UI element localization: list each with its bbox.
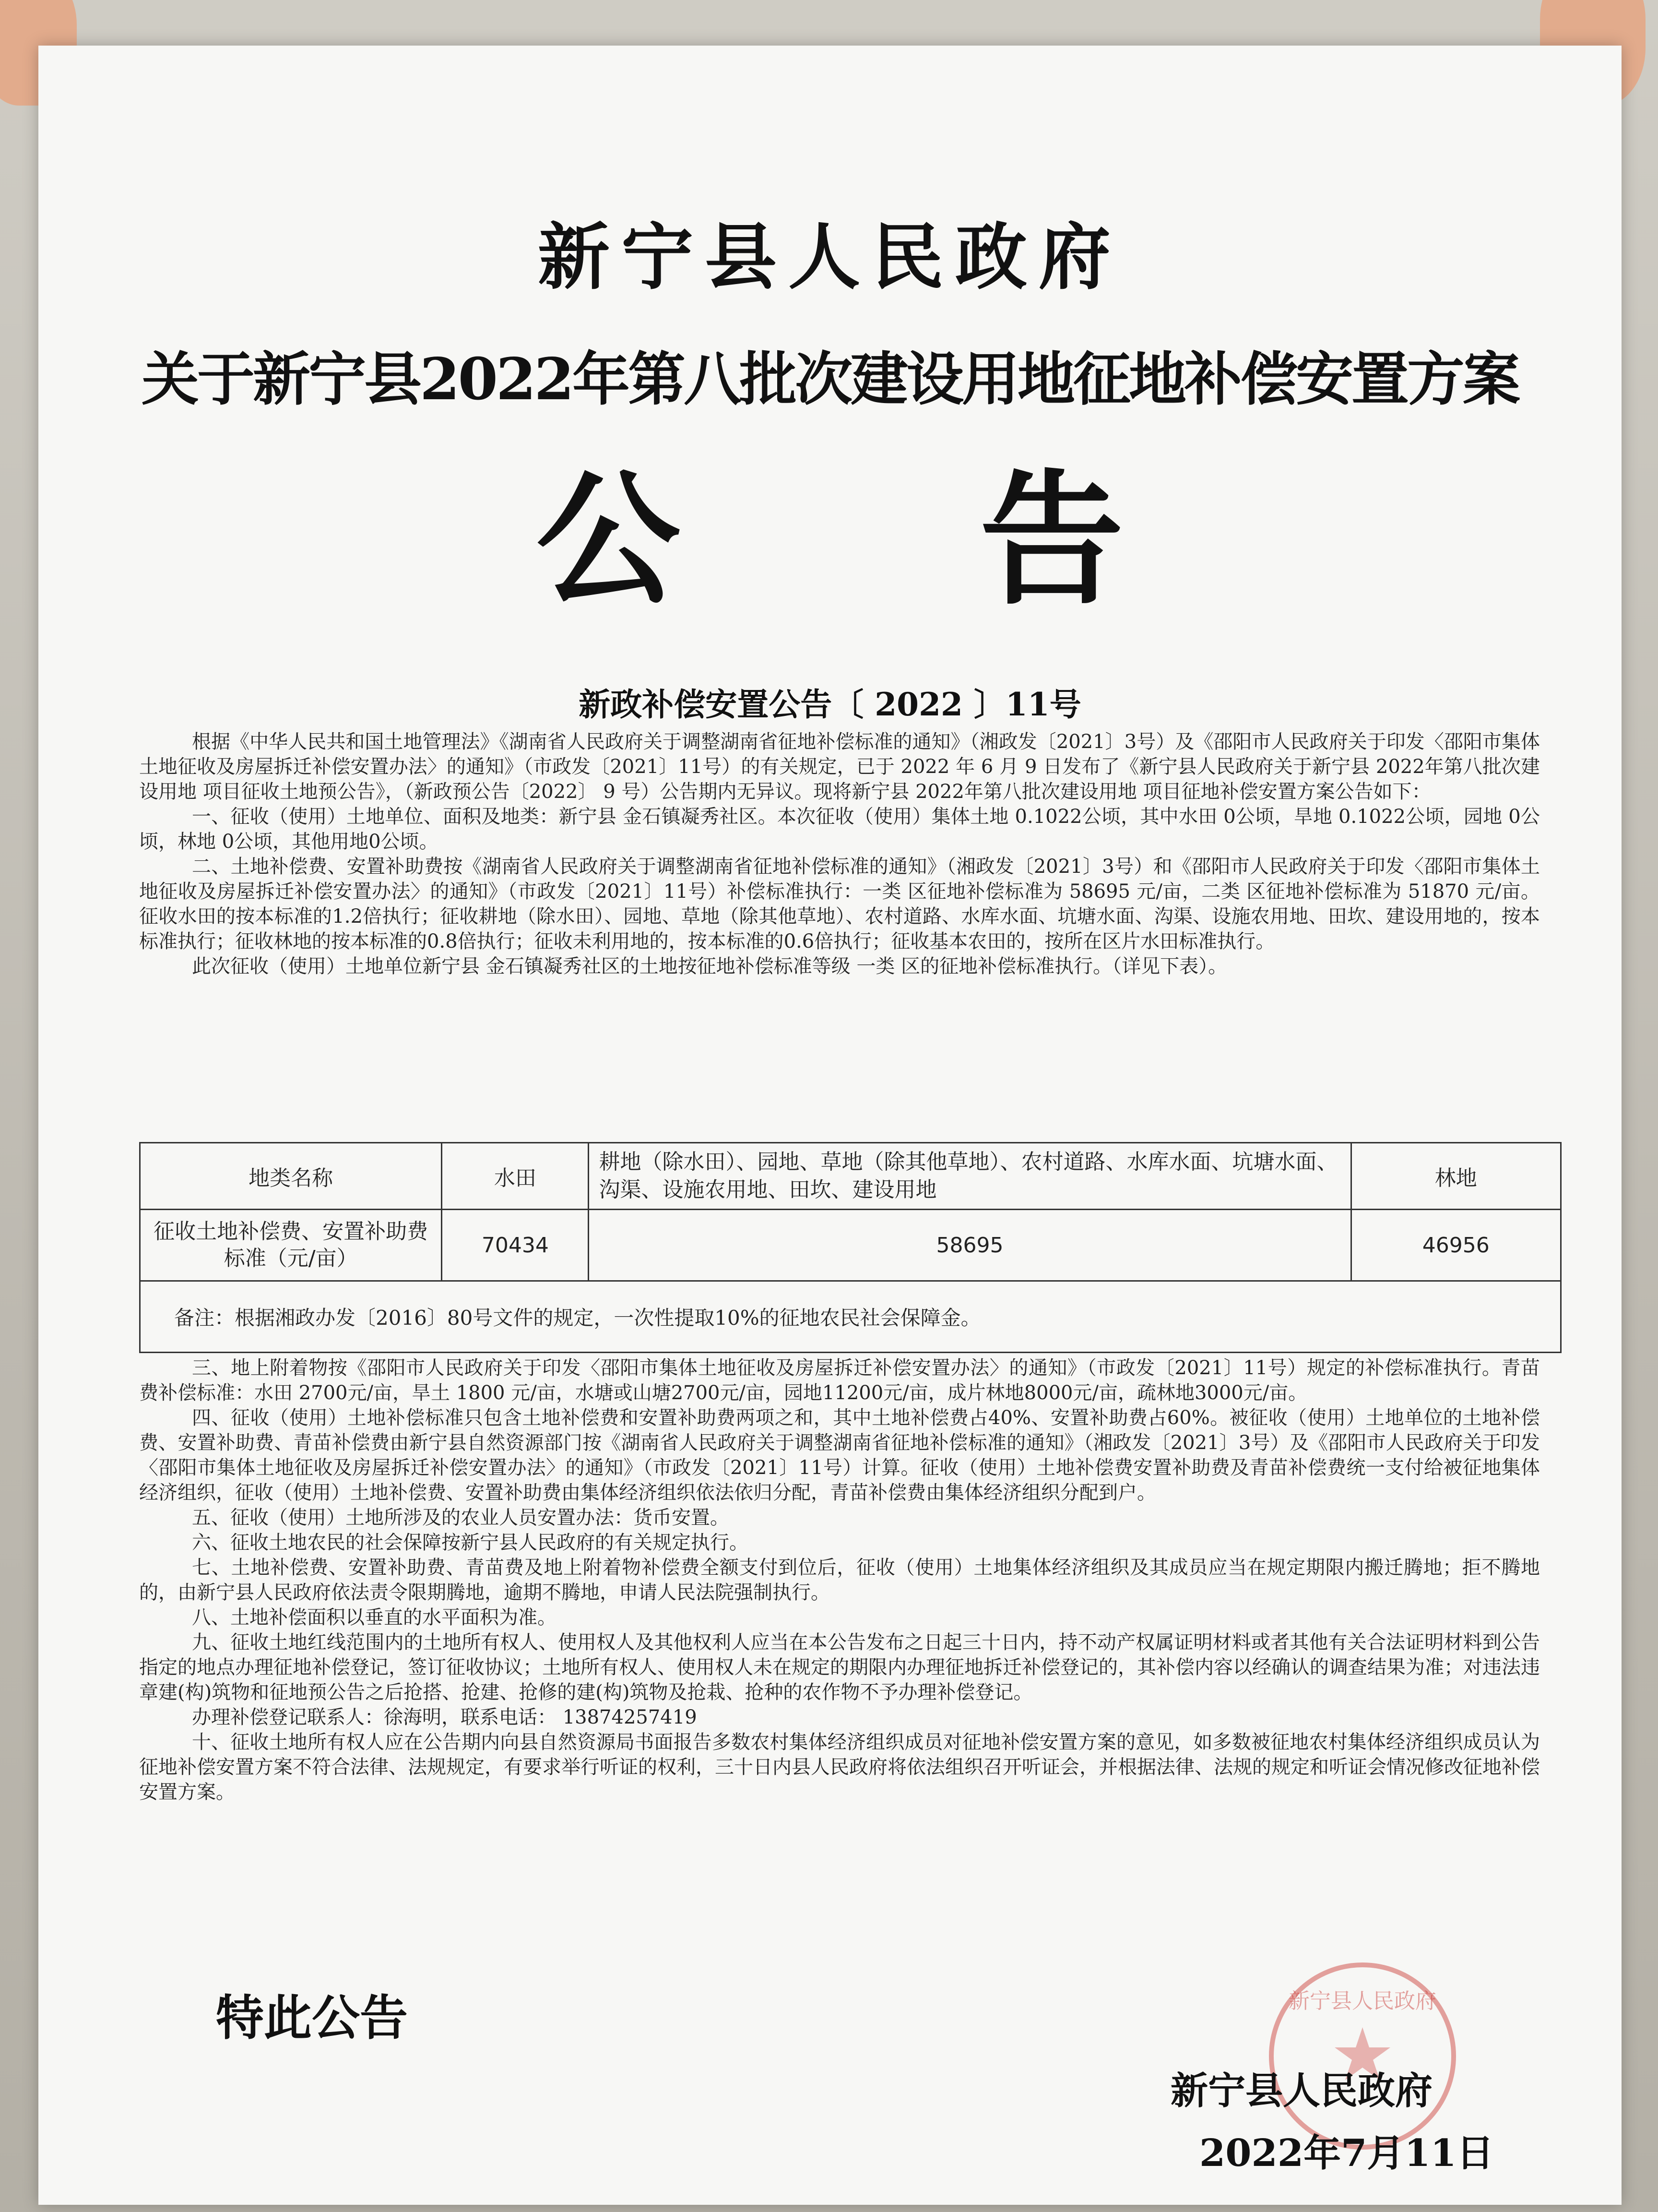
- issuer-title: 新宁县人民政府: [537, 215, 1122, 299]
- seal-text: 新宁县人民政府: [1289, 1989, 1436, 2013]
- value-farmland: 58695: [589, 1210, 1351, 1281]
- signature-org: 新宁县人民政府: [1171, 2069, 1433, 2113]
- document-number: 新政补偿安置公告〔 2022 〕11号: [579, 686, 1081, 723]
- header-land-type: 地类名称: [140, 1143, 442, 1210]
- header-paddy: 水田: [442, 1143, 589, 1210]
- intro-paragraph: 根据《中华人民共和国土地管理法》《湖南省人民政府关于调整湖南省征地补偿标准的通知》（湘政发〔2021〕3号）及《邵阳市人民政府关于印发〈邵阳市集体土地征收及房屋拆迁补偿安置办法〉的通知》（市政发〔2021〕11号）的有关规定，已于 2022 年 6 月 9 日发布了《新宁县人民政府关于新宁县 2022年第八批次建设用地 项目征收土地预公告》，（新政预公告〔2022〕 9 号）公告期内无异议。现将新宁县 2022年第八批次建设用地 项目征地补偿安置方案公告如下：: [139, 731, 1540, 803]
- row-label: 征收土地补偿费、安置补助费标准（元/亩）: [140, 1210, 442, 1281]
- table-note: 备注：根据湘政办发〔2016〕80号文件的规定，一次性提取10%的征地农民社会保障金。: [140, 1281, 1561, 1353]
- item-3-paragraph: 三、地上附着物按《邵阳市人民政府关于印发〈邵阳市集体土地征收及房屋拆迁补偿安置办法〉的通知》（市政发〔2021〕11号）规定的补偿标准执行。青苗费补偿标准：水田 2700元/亩，旱土 1800 元/亩，水塘或山塘2700元/亩，园地11200元/亩，成片林地8000元/亩，疏林地3000元/亩。: [139, 1357, 1540, 1404]
- item-1-paragraph: 一、征收（使用）土地单位、面积及地类：新宁县 金石镇凝秀社区。本次征收（使用）集体土地 0.1022公顷，其中水田 0公顷，旱地 0.1022公顷，园地 0公顷，林地 0公顷，其他用地0公顷。: [139, 806, 1540, 853]
- item-5-paragraph: 五、征收（使用）土地所涉及的农业人员安置办法：货币安置。: [192, 1507, 729, 1529]
- issue-date: 2022年7月11日: [1199, 2131, 1494, 2175]
- header-forest: 林地: [1351, 1143, 1561, 1210]
- table-row: [140, 1210, 1561, 1281]
- closing-text: 特此公告: [216, 1990, 408, 2046]
- header-farmland: 耕地（除水田）、园地、草地（除其他草地）、农村道路、水库水面、坑塘水面、沟渠、设施农用地、田坎、建设用地: [589, 1143, 1351, 1210]
- item-4-paragraph: 四、征收（使用）土地补偿标准只包含土地补偿费和安置补助费两项之和，其中土地补偿费占40%、安置补助费占60%。被征收（使用）土地单位的土地补偿费、安置补助费、青苗补偿费由新宁县自然资源部门按《湖南省人民政府关于调整湖南省征地补偿标准的通知》（湘政发〔2021〕3号）及《邵阳市人民政府关于印发〈邵阳市集体土地征收及房屋拆迁补偿安置办法〉的通知》（市政发〔2021〕11号）计算。征收（使用）土地补偿费安置补助费及青苗补偿费统一支付给被征地集体经济组织，征收（使用）土地补偿费、安置补助费由集体经济组织依法依归分配，青苗补偿费由集体经济组织分配到户。: [139, 1407, 1540, 1504]
- standard-level-paragraph: 此次征收（使用）土地单位新宁县 金石镇凝秀社区的土地按征地补偿标准等级 一类 区的征地补偿标准执行。（详见下表）。: [192, 955, 1228, 977]
- contact-paragraph: 办理补偿登记联系人：徐海明，联系电话： 13874257419: [192, 1706, 697, 1728]
- item-6-paragraph: 六、征收土地农民的社会保障按新宁县人民政府的有关规定执行。: [192, 1532, 748, 1554]
- item-8-paragraph: 八、土地补偿面积以垂直的水平面积为准。: [192, 1606, 557, 1629]
- item-7-paragraph: 七、土地补偿费、安置补助费、青苗费及地上附着物补偿费全额支付到位后，征收（使用）土地集体经济组织及其成员应当在规定期限内搬迁腾地；拒不腾地的，由新宁县人民政府依法责令限期腾地，逾期不腾地，申请人民法院强制执行。: [139, 1557, 1540, 1604]
- notice-paper: [38, 46, 1622, 2205]
- value-paddy: 70434: [442, 1210, 589, 1281]
- item-10-paragraph: 十、征收土地所有权人应在公告期内向县自然资源局书面报告多数农村集体经济组织成员对征地补偿安置方案的意见，如多数被征地农村集体经济组织成员认为征地补偿安置方案不符合法律、法规规定，有要求举行听证的权利，三十日内县人民政府将依法组织召开听证会，并根据法律、法规的规定和听证会情况修改征地补偿安置方案。: [139, 1731, 1540, 1803]
- compensation-table: [139, 1142, 1562, 1353]
- item-2-paragraph: 二、土地补偿费、安置补助费按《湖南省人民政府关于调整湖南省征地补偿标准的通知》（湘政发〔2021〕3号）和《邵阳市人民政府关于印发〈邵阳市集体土地征收及房屋拆迁补偿安置办法〉的通知》（市政发〔2021〕11号）补偿标准执行：一类 区征地补偿标准为 58695 元/亩，二类 区征地补偿标准为 51870 元/亩。征收水田的按本标准的1.2倍执行；征收耕地（除水田）、园地、草地（除其他草地）、农村道路、水库水面、坑塘水面、沟渠、设施农用地、田坎、建设用地的，按本标准执行；征收林地的按本标准的0.8倍执行；征收未利用地的，按本标准的0.6倍执行；征收基本农田的，按所在区片水田标准执行。: [139, 856, 1540, 952]
- intro-section: [139, 729, 1540, 979]
- item-9-paragraph: 九、征收土地红线范围内的土地所有权人、使用权人及其他权利人应当在本公告发布之日起三十日内，持不动产权属证明材料或者其他有关合法证明材料到公告指定的地点办理征地补偿登记，签订征收协议；土地所有权人、使用权人未在规定的期限内办理征地拆迁补偿登记的，其补偿内容以经确认的调查结果为准；对违法违章建(构)筑物和征地预公告之后抢搭、抢建、抢修的建(构)筑物及抢栽、抢种的农作物不予办理补偿登记。: [139, 1631, 1540, 1703]
- subject-title: 关于新宁县2022年第八批次建设用地征地补偿安置方案: [142, 345, 1518, 413]
- value-forest: 46956: [1351, 1210, 1561, 1281]
- table-note-row: [140, 1281, 1561, 1353]
- notice-title: 公 告: [536, 455, 1249, 624]
- items-section: [139, 1356, 1540, 1805]
- table-header-row: [140, 1143, 1561, 1210]
